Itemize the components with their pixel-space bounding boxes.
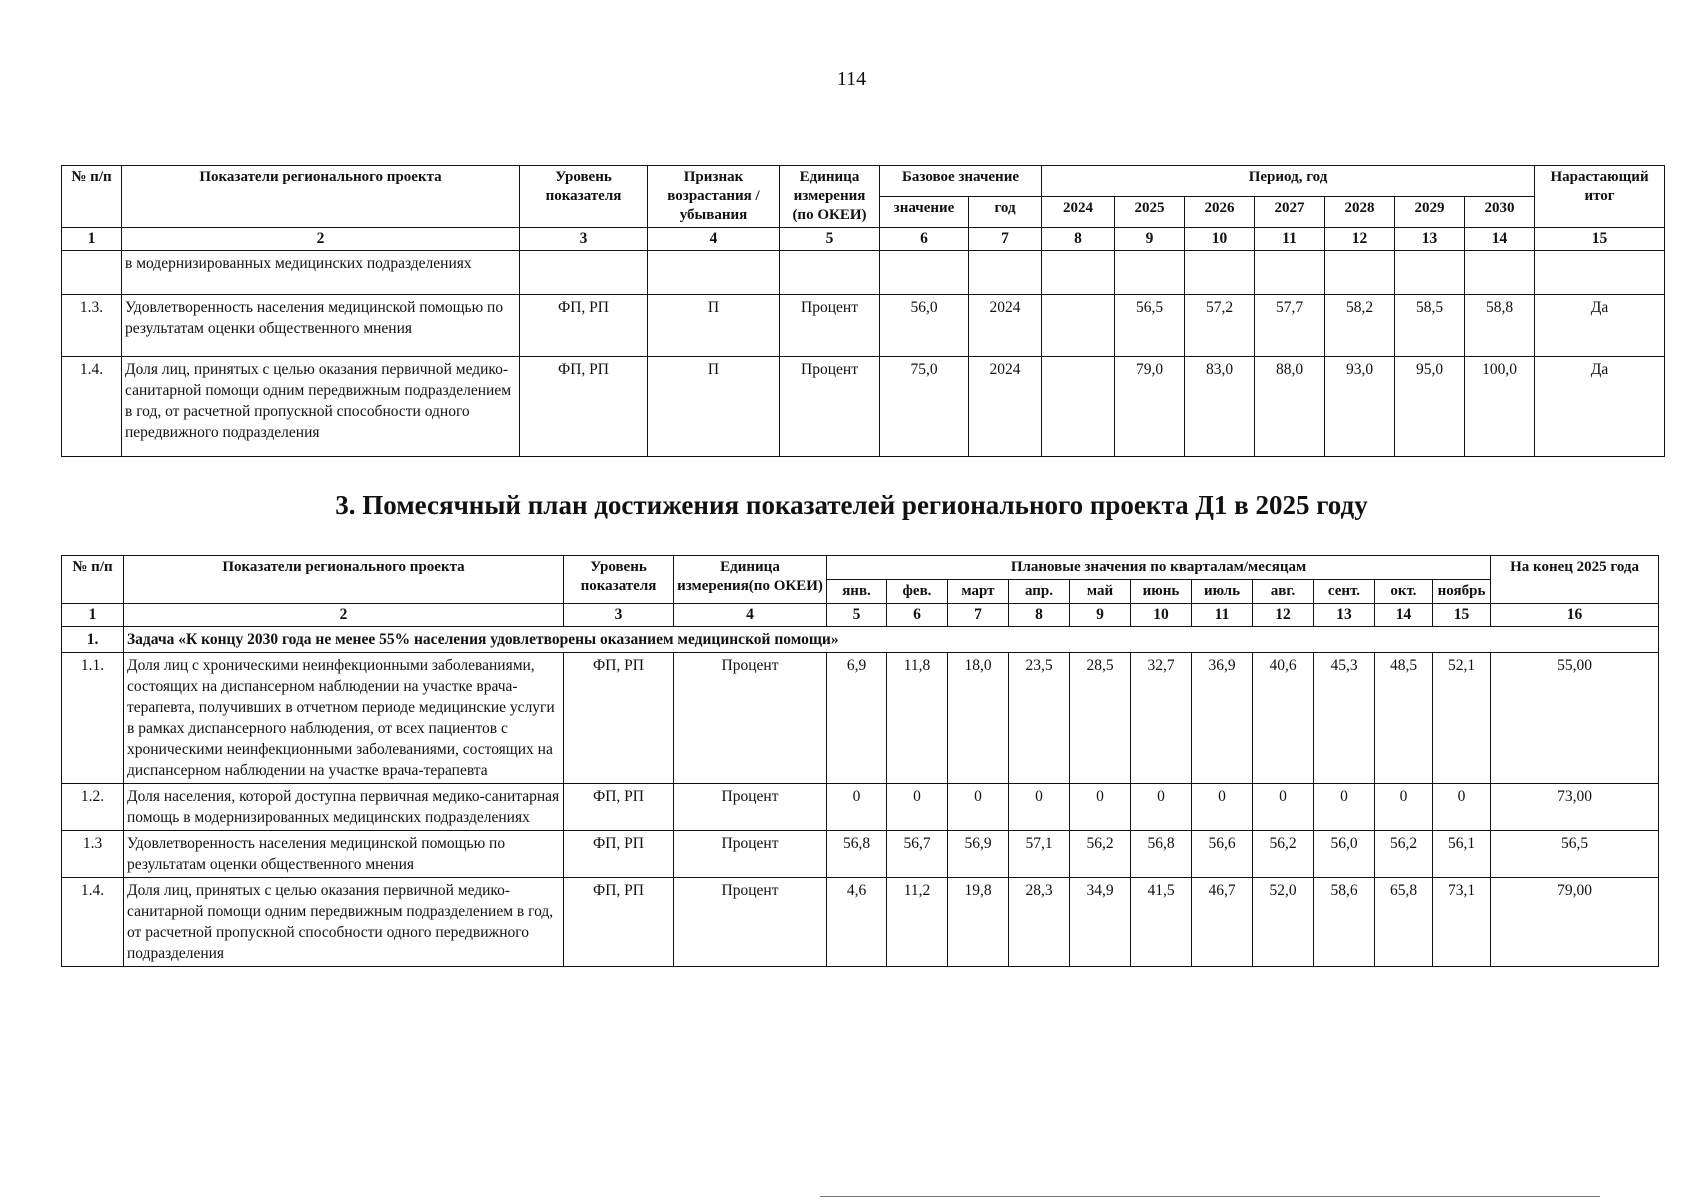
row-month-value: 0 <box>887 784 948 831</box>
row-month-value: 56,7 <box>887 831 948 878</box>
row-month-value: 6,9 <box>827 653 887 784</box>
col-header-month: янв. <box>827 580 887 604</box>
row-base-year <box>969 251 1042 295</box>
row-year-value: 58,8 <box>1465 295 1535 357</box>
row-month-value: 56,2 <box>1375 831 1433 878</box>
row-cumulative: Да <box>1535 295 1665 357</box>
row-year-value: 93,0 <box>1325 357 1395 457</box>
column-number: 8 <box>1009 604 1070 627</box>
row-level: ФП, РП <box>520 357 648 457</box>
row-month-value: 56,2 <box>1070 831 1131 878</box>
row-unit: Процент <box>780 295 880 357</box>
row-base-value <box>880 251 969 295</box>
row-month-value: 23,5 <box>1009 653 1070 784</box>
row-month-value: 73,1 <box>1433 878 1491 967</box>
row-end-value: 73,00 <box>1491 784 1659 831</box>
row-sign: П <box>648 357 780 457</box>
task-row <box>62 627 1659 653</box>
column-number: 11 <box>1192 604 1253 627</box>
row-year-value <box>1042 357 1115 457</box>
col-header-indicator: Показатели регионального проекта <box>122 166 520 228</box>
row-month-value: 52,1 <box>1433 653 1491 784</box>
col-header-month: фев. <box>887 580 948 604</box>
row-month-value: 56,9 <box>948 831 1009 878</box>
row-indicator-name: Доля населения, которой доступна первичная медико-санитарная помощь в модернизированных медицинских подразделениях <box>124 784 564 831</box>
column-number: 5 <box>780 228 880 251</box>
column-number: 11 <box>1255 228 1325 251</box>
table-row <box>62 653 1659 784</box>
row-month-value: 0 <box>1131 784 1192 831</box>
column-number: 2 <box>122 228 520 251</box>
col-header-year: 2025 <box>1115 197 1185 228</box>
column-number: 2 <box>124 604 564 627</box>
col-header-month: авг. <box>1253 580 1314 604</box>
col-header-year: 2024 <box>1042 197 1115 228</box>
col-header-unit: Единица измерения (по ОКЕИ) <box>780 166 880 228</box>
table-row <box>62 831 1659 878</box>
task-text: Задача «К концу 2030 года не менее 55% населения удовлетворены оказанием медицинской помощи» <box>124 627 1659 653</box>
column-number: 1 <box>62 604 124 627</box>
column-number: 7 <box>948 604 1009 627</box>
row-month-value: 46,7 <box>1192 878 1253 967</box>
section-title: 3. Помесячный план достижения показателей регионального проекта Д1 в 2025 году <box>335 490 1368 520</box>
column-number: 6 <box>887 604 948 627</box>
col-header-year: 2026 <box>1185 197 1255 228</box>
row-year-value: 58,5 <box>1395 295 1465 357</box>
row-month-value: 45,3 <box>1314 653 1375 784</box>
table-header-row <box>62 166 1665 197</box>
row-month-value: 40,6 <box>1253 653 1314 784</box>
row-year-value: 58,2 <box>1325 295 1395 357</box>
column-number: 3 <box>520 228 648 251</box>
row-indicator-name: Доля лиц с хроническими неинфекционными заболеваниями, состоящих на диспансерном наблюдении на участке врача-терапевта, получивших в отчетном периоде медицинские услуги в рамках диспансерного наблюдения, от всех пациентов с хроническими неинфекционными заболеваниями, состоящих на диспансерном наблюдении на участке врача-терапевта <box>124 653 564 784</box>
row-num: 1.3 <box>62 831 124 878</box>
table-row <box>62 784 1659 831</box>
col-header-indicator: Показатели регионального проекта <box>124 556 564 604</box>
row-num <box>62 251 122 295</box>
row-year-value <box>1255 251 1325 295</box>
row-end-value: 55,00 <box>1491 653 1659 784</box>
row-unit: Процент <box>780 357 880 457</box>
row-month-value: 11,2 <box>887 878 948 967</box>
row-num: 1.2. <box>62 784 124 831</box>
row-month-value: 34,9 <box>1070 878 1131 967</box>
row-base-year: 2024 <box>969 295 1042 357</box>
row-unit: Процент <box>674 878 827 967</box>
row-month-value: 0 <box>1433 784 1491 831</box>
col-header-month: ноябрь <box>1433 580 1491 604</box>
task-num: 1. <box>62 627 124 653</box>
row-month-value: 56,8 <box>827 831 887 878</box>
column-number: 9 <box>1070 604 1131 627</box>
row-month-value: 41,5 <box>1131 878 1192 967</box>
row-num: 1.1. <box>62 653 124 784</box>
row-unit <box>780 251 880 295</box>
col-header-period: Период, год <box>1042 166 1535 197</box>
table-row <box>62 251 1665 295</box>
row-year-value <box>1325 251 1395 295</box>
column-number: 4 <box>674 604 827 627</box>
row-month-value: 0 <box>1375 784 1433 831</box>
col-header-year: 2027 <box>1255 197 1325 228</box>
row-month-value: 52,0 <box>1253 878 1314 967</box>
row-cumulative <box>1535 251 1665 295</box>
column-number: 9 <box>1115 228 1185 251</box>
column-number: 4 <box>648 228 780 251</box>
indicators-table <box>61 165 1665 457</box>
column-number: 1 <box>62 228 122 251</box>
row-year-value: 56,5 <box>1115 295 1185 357</box>
column-number: 5 <box>827 604 887 627</box>
row-month-value: 0 <box>827 784 887 831</box>
col-header-month: июль <box>1192 580 1253 604</box>
row-month-value: 56,1 <box>1433 831 1491 878</box>
col-header-num: № п/п <box>62 166 122 228</box>
row-end-value: 79,00 <box>1491 878 1659 967</box>
row-indicator-name: Доля лиц, принятых с целью оказания первичной медико-санитарной помощи одним передвижным подразделением в год, от расчетной пропускной способности одного передвижного подразделения <box>122 357 520 457</box>
row-indicator-name: в модернизированных медицинских подразделениях <box>122 251 520 295</box>
col-header-base: Базовое значение <box>880 166 1042 197</box>
row-base-year: 2024 <box>969 357 1042 457</box>
column-number: 6 <box>880 228 969 251</box>
row-year-value: 57,2 <box>1185 295 1255 357</box>
row-indicator-name: Удовлетворенность населения медицинской помощью по результатам оценки общественного мнения <box>122 295 520 357</box>
row-month-value: 56,6 <box>1192 831 1253 878</box>
row-month-value: 28,5 <box>1070 653 1131 784</box>
row-end-value: 56,5 <box>1491 831 1659 878</box>
col-header-year: 2030 <box>1465 197 1535 228</box>
row-month-value: 0 <box>1253 784 1314 831</box>
row-year-value: 57,7 <box>1255 295 1325 357</box>
row-unit: Процент <box>674 831 827 878</box>
col-header-month: июнь <box>1131 580 1192 604</box>
row-month-value: 56,2 <box>1253 831 1314 878</box>
row-month-value: 28,3 <box>1009 878 1070 967</box>
col-header-end: На конец 2025 года <box>1491 556 1659 604</box>
col-header-month: март <box>948 580 1009 604</box>
column-number-row <box>62 604 1659 627</box>
col-header-num: № п/п <box>62 556 124 604</box>
col-header-unit: Единица измерения(по ОКЕИ) <box>674 556 827 604</box>
row-year-value <box>1042 251 1115 295</box>
row-num: 1.4. <box>62 357 122 457</box>
row-month-value: 48,5 <box>1375 653 1433 784</box>
column-number: 15 <box>1433 604 1491 627</box>
row-year-value: 95,0 <box>1395 357 1465 457</box>
row-month-value: 0 <box>948 784 1009 831</box>
column-number: 12 <box>1325 228 1395 251</box>
row-month-value: 36,9 <box>1192 653 1253 784</box>
col-header-cumulative: Нарастающий итог <box>1535 166 1665 228</box>
table-row <box>62 878 1659 967</box>
page-number: 114 <box>836 68 867 90</box>
row-unit: Процент <box>674 784 827 831</box>
column-number: 14 <box>1375 604 1433 627</box>
col-header-level: Уровень показателя <box>564 556 674 604</box>
row-indicator-name: Доля лиц, принятых с целью оказания первичной медико-санитарной помощи одним передвижным подразделением в год, от расчетной пропускной способности одного передвижного подразделения <box>124 878 564 967</box>
col-header-month: апр. <box>1009 580 1070 604</box>
column-number: 13 <box>1314 604 1375 627</box>
row-level: ФП, РП <box>564 784 674 831</box>
row-month-value: 58,6 <box>1314 878 1375 967</box>
row-month-value: 11,8 <box>887 653 948 784</box>
row-year-value: 100,0 <box>1465 357 1535 457</box>
row-level <box>520 251 648 295</box>
row-month-value: 19,8 <box>948 878 1009 967</box>
column-number: 12 <box>1253 604 1314 627</box>
col-header-level: Уровень показателя <box>520 166 648 228</box>
row-month-value: 0 <box>1314 784 1375 831</box>
col-header-year: 2029 <box>1395 197 1465 228</box>
row-year-value <box>1185 251 1255 295</box>
column-number: 16 <box>1491 604 1659 627</box>
col-header-month: май <box>1070 580 1131 604</box>
row-sign: П <box>648 295 780 357</box>
column-number: 10 <box>1131 604 1192 627</box>
row-year-value <box>1042 295 1115 357</box>
column-number: 14 <box>1465 228 1535 251</box>
monthly-plan-table <box>61 555 1659 967</box>
row-month-value: 0 <box>1009 784 1070 831</box>
row-num: 1.4. <box>62 878 124 967</box>
row-level: ФП, РП <box>564 878 674 967</box>
table-row <box>62 295 1665 357</box>
col-header-sign: Признак возрастания / убывания <box>648 166 780 228</box>
row-month-value: 57,1 <box>1009 831 1070 878</box>
row-indicator-name: Удовлетворенность населения медицинской помощью по результатам оценки общественного мнения <box>124 831 564 878</box>
col-header-base-value: значение <box>880 197 969 228</box>
row-year-value: 83,0 <box>1185 357 1255 457</box>
table-row <box>62 357 1665 457</box>
column-number: 15 <box>1535 228 1665 251</box>
col-header-plan: Плановые значения по кварталам/месяцам <box>827 556 1491 580</box>
row-year-value <box>1395 251 1465 295</box>
row-cumulative: Да <box>1535 357 1665 457</box>
table-header-row <box>62 556 1659 580</box>
row-month-value: 65,8 <box>1375 878 1433 967</box>
row-month-value: 0 <box>1070 784 1131 831</box>
col-header-month: сент. <box>1314 580 1375 604</box>
row-month-value: 4,6 <box>827 878 887 967</box>
row-level: ФП, РП <box>520 295 648 357</box>
col-header-year: 2028 <box>1325 197 1395 228</box>
row-month-value: 18,0 <box>948 653 1009 784</box>
column-number: 10 <box>1185 228 1255 251</box>
row-num: 1.3. <box>62 295 122 357</box>
column-number: 7 <box>969 228 1042 251</box>
row-month-value: 56,0 <box>1314 831 1375 878</box>
row-year-value: 88,0 <box>1255 357 1325 457</box>
row-year-value <box>1115 251 1185 295</box>
row-base-value: 56,0 <box>880 295 969 357</box>
col-header-month: окт. <box>1375 580 1433 604</box>
row-month-value: 32,7 <box>1131 653 1192 784</box>
row-month-value: 0 <box>1192 784 1253 831</box>
row-base-value: 75,0 <box>880 357 969 457</box>
row-level: ФП, РП <box>564 831 674 878</box>
column-number-row <box>62 228 1665 251</box>
row-year-value: 79,0 <box>1115 357 1185 457</box>
row-month-value: 56,8 <box>1131 831 1192 878</box>
column-number: 13 <box>1395 228 1465 251</box>
column-number: 3 <box>564 604 674 627</box>
row-unit: Процент <box>674 653 827 784</box>
column-number: 8 <box>1042 228 1115 251</box>
row-year-value <box>1465 251 1535 295</box>
scan-edge-line <box>820 1196 1600 1197</box>
row-sign <box>648 251 780 295</box>
row-level: ФП, РП <box>564 653 674 784</box>
col-header-base-year: год <box>969 197 1042 228</box>
